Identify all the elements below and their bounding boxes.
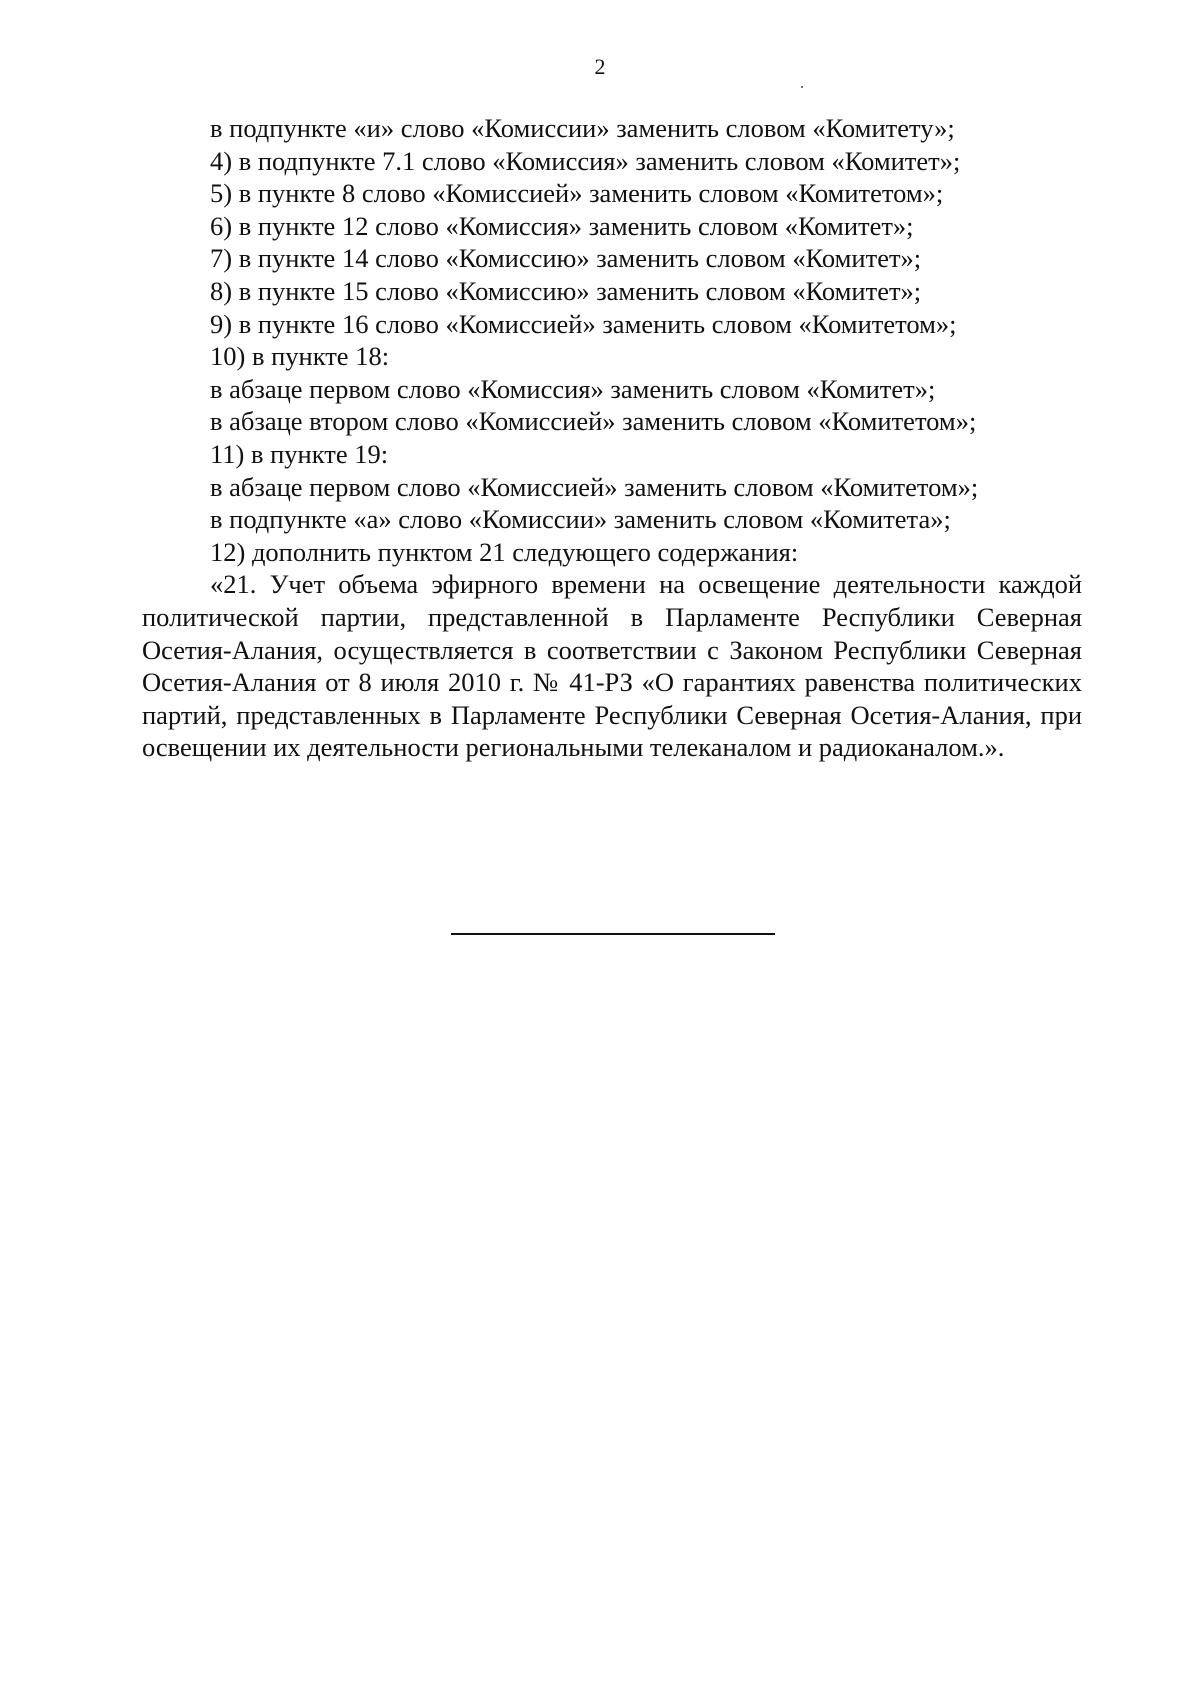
amendment-line: в абзаце втором слово «Комиссией» заменить словом «Комитетом»; [210,406,977,437]
amendment-line: 5) в пункте 8 слово «Комиссией» заменить словом «Комитетом»; [210,178,944,209]
amendment-line: в абзаце первом слово «Комиссией» заменить словом «Комитетом»; [210,471,979,502]
amendment-line: 8) в пункте 15 слово «Комиссию» заменить словом «Комитет»; [210,275,922,306]
amendment-line: 4) в подпункте 7.1 слово «Комиссия» заменить словом «Комитет»; [210,145,961,176]
closing-rule [451,933,775,935]
amendment-line: 10) в пункте 18: [210,341,390,372]
amendment-line: 11) в пункте 19: [210,438,389,469]
amendment-line: 7) в пункте 14 слово «Комиссию» заменить словом «Комитет»; [210,243,922,274]
amendment-line: в абзаце первом слово «Комиссия» заменить словом «Комитет»; [210,373,936,404]
new-clause-paragraph: «21. Учет объема эфирного времени на освещение деятельности каждой политической партии, представленной в Парламенте Республики Северная Осетия-Алания, осуществляется в соответствии с Законом Республики Северная Осетия-Алания от 8 июля 2010 г. № 41-РЗ «О гарантиях равенства политических партий, представленных в Парламенте Республики Северная Осетия-Алания, при освещении их деятельности региональными телеканалом и радиоканалом.». [142,569,1082,763]
amendment-line: 9) в пункте 16 слово «Комиссией» заменить словом «Комитетом»; [210,308,957,339]
amendment-line: 6) в пункте 12 слово «Комиссия» заменить словом «Комитет»; [210,210,914,241]
page-number: 2 [594,54,606,79]
amendment-line: в подпункте «а» слово «Комиссии» заменить словом «Комитета»; [210,504,951,535]
amendment-line: 12) дополнить пунктом 21 следующего содержания: [210,536,799,567]
amendment-line: в подпункте «и» слово «Комиссии» заменить словом «Комитету»; [210,113,955,143]
document-body [142,112,1082,764]
scan-speck [801,86,803,88]
